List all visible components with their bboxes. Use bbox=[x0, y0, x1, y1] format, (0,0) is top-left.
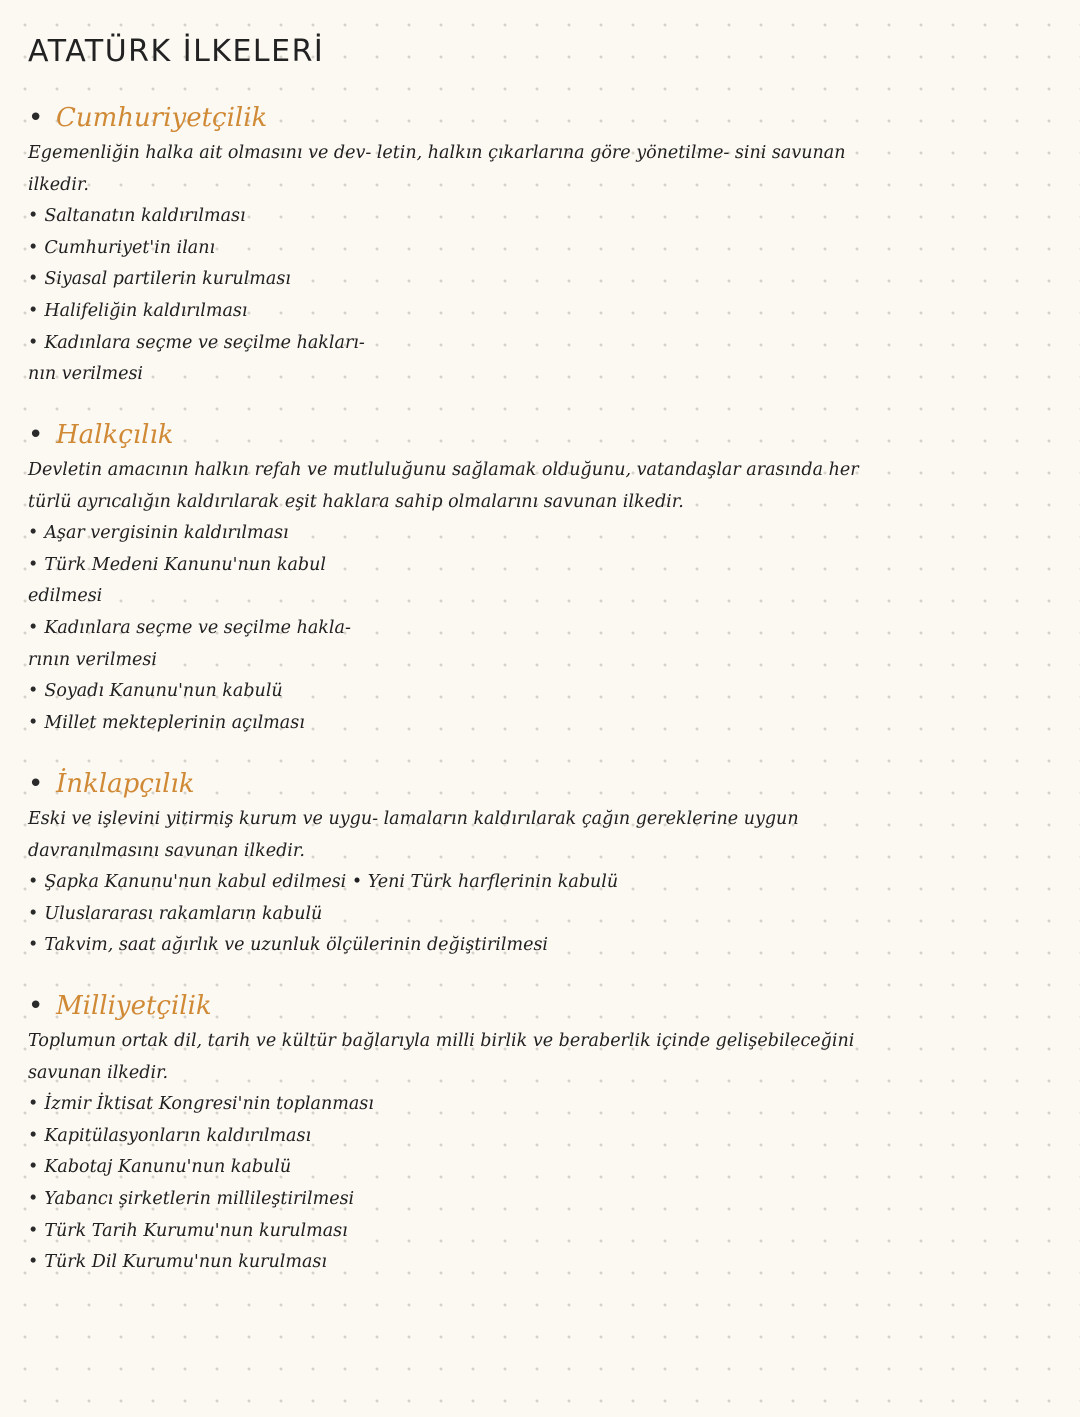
list-item: • Takvim, saat ağırlık ve uzunluk ölçülerinin değiştirilmesi bbox=[28, 930, 1028, 962]
description-line: türlü ayrıcalığın kaldırılarak eşit haklara sahip olmalarını savunan ilkedir. bbox=[28, 491, 684, 512]
list-item: • Siyasal partilerin kurulması bbox=[28, 264, 1028, 296]
section-halkcilik bbox=[28, 415, 1028, 739]
list-item: • Soyadı Kanunu'nun kabulü bbox=[28, 676, 1028, 708]
list-item-continuation: nın verilmesi bbox=[28, 364, 144, 385]
list-item-continuation: edilmesi bbox=[28, 586, 103, 607]
description-line: Toplumun ortak dil, tarih ve kültür bağlarıyla milli birlik ve beraberlik içinde gelişebileceğini bbox=[28, 1031, 855, 1051]
heading-text: Cumhuriyetçilik bbox=[56, 103, 268, 133]
list-item-continuation: rının verilmesi bbox=[28, 649, 157, 670]
list-item: • Aşar vergisinin kaldırılması bbox=[28, 518, 1028, 550]
description-line: Eski ve işlevini yitirmiş kurum ve uygu- lamaların kaldırılarak çağın gereklerine uygun bbox=[28, 809, 799, 829]
list-item: • Kadınlara seçme ve seçilme hakları- bbox=[28, 328, 1028, 360]
list-item: • Uluslararası rakamların kabulü bbox=[28, 899, 1028, 931]
description-line: ilkedir. bbox=[28, 174, 89, 195]
list-item: • Şapka Kanunu'nun kabul edilmesi • Yeni Türk harflerinin kabulü bbox=[28, 867, 1028, 899]
list-item: • Yabancı şirketlerin millileştirilmesi bbox=[28, 1184, 1028, 1216]
section-heading bbox=[28, 98, 1028, 138]
list-item: • Türk Dil Kurumu'nun kurulması bbox=[28, 1247, 1028, 1279]
list-item: • Türk Medeni Kanunu'nun kabul bbox=[28, 550, 1028, 582]
description-line: Egemenliğin halka ait olmasını ve dev- letin, halkın çıkarlarına göre yönetilme- sini savunan bbox=[28, 143, 846, 163]
section-heading bbox=[28, 415, 1028, 455]
bullet-icon: • bbox=[28, 420, 44, 450]
bullet-icon: • bbox=[28, 103, 44, 133]
list-item: • Türk Tarih Kurumu'nun kurulması bbox=[28, 1216, 1028, 1248]
section-cumhuriyetcilik bbox=[28, 98, 1028, 391]
list-item: • Kabotaj Kanunu'nun kabulü bbox=[28, 1152, 1028, 1184]
heading-text: Halkçılık bbox=[56, 420, 174, 450]
list-item: • Halifeliğin kaldırılması bbox=[28, 296, 1028, 328]
bullet-icon: • bbox=[28, 991, 44, 1021]
bullet-icon: • bbox=[28, 769, 44, 799]
heading-text: İnklapçılık bbox=[56, 769, 195, 799]
list-item: • Millet mekteplerinin açılması bbox=[28, 708, 1028, 740]
list-item: • Kadınlara seçme ve seçilme hakla- bbox=[28, 613, 1028, 645]
section-heading bbox=[28, 986, 1028, 1026]
list-item: • Kapitülasyonların kaldırılması bbox=[28, 1121, 1028, 1153]
description-line: savunan ilkedir. bbox=[28, 1062, 169, 1083]
description-line: davranılmasını savunan ilkedir. bbox=[28, 840, 305, 861]
description-line: Devletin amacının halkın refah ve mutluluğunu sağlamak olduğunu, vatandaşlar arasında her bbox=[28, 460, 859, 480]
section-milliyetcilik bbox=[28, 986, 1028, 1279]
section-heading bbox=[28, 764, 1028, 804]
list-item: • İzmir İktisat Kongresi'nin toplanması bbox=[28, 1089, 1028, 1121]
list-item: • Saltanatın kaldırılması bbox=[28, 201, 1028, 233]
page-title: ATATÜRK İLKELERİ bbox=[28, 34, 325, 69]
section-inkilapcilik bbox=[28, 764, 1028, 962]
list-item: • Cumhuriyet'in ilanı bbox=[28, 233, 1028, 265]
heading-text: Milliyetçilik bbox=[56, 991, 212, 1021]
